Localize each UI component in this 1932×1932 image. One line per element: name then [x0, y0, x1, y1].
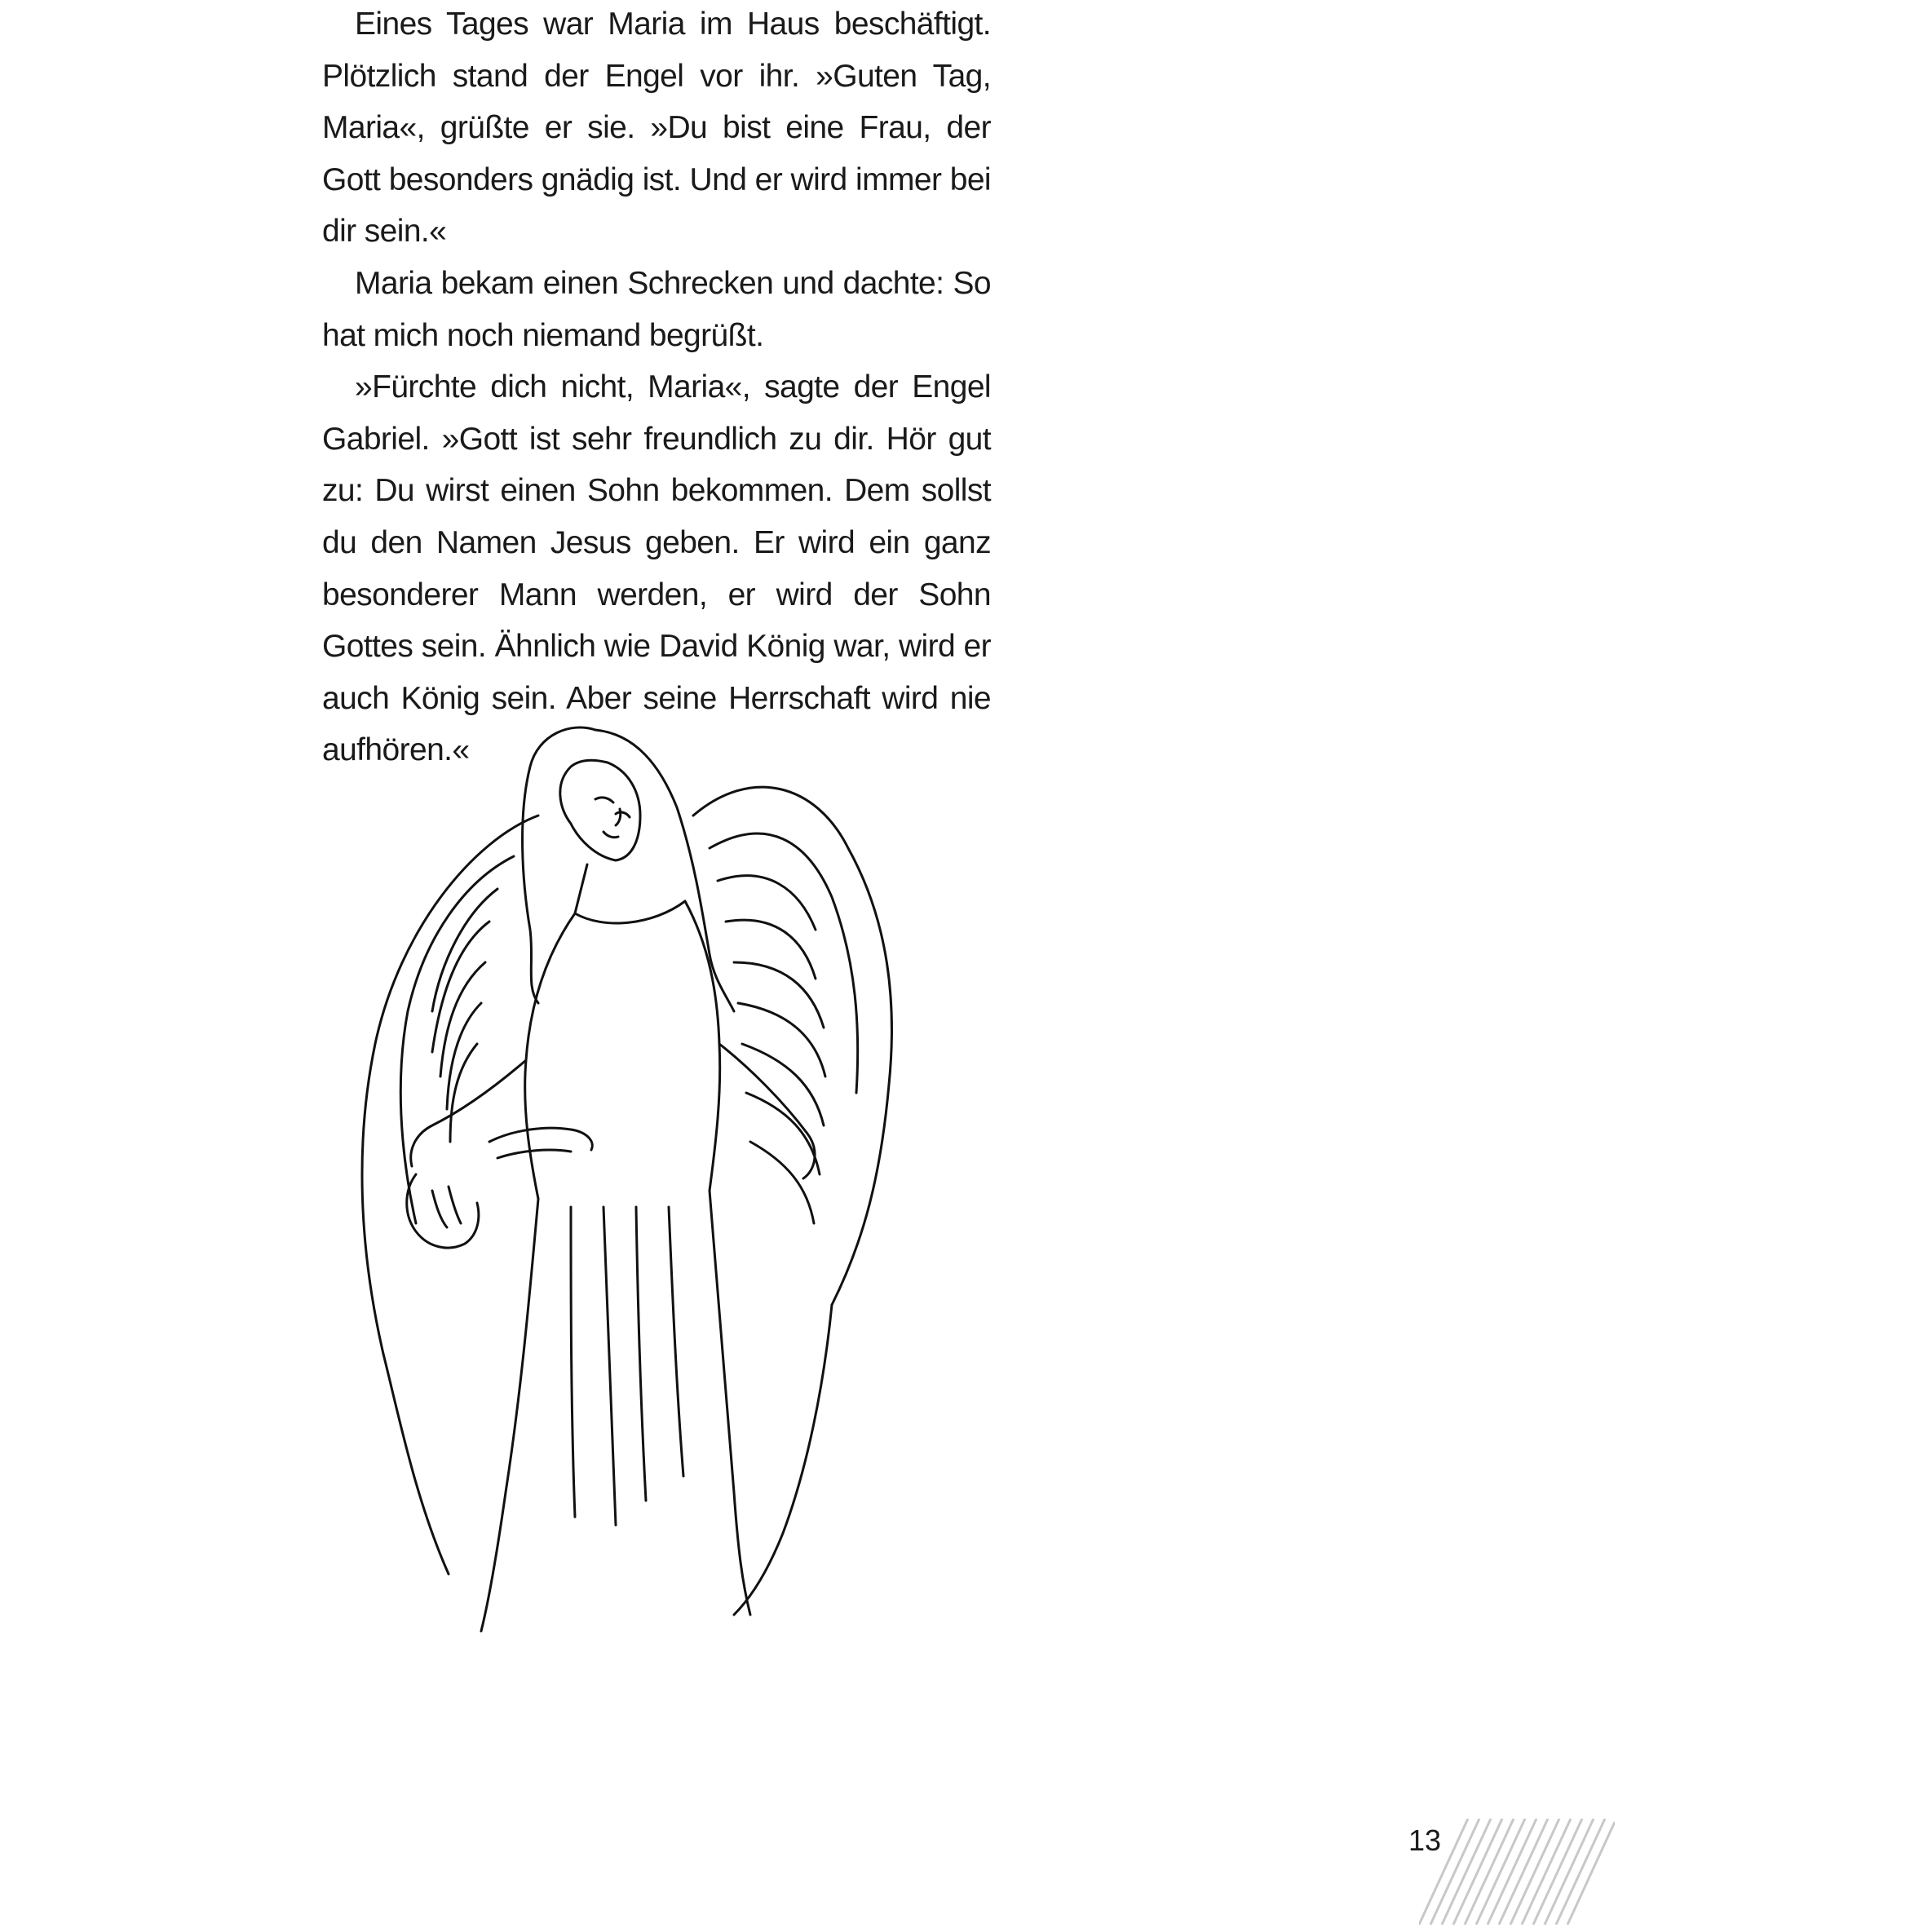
paragraph-2: Maria bekam einen Schrecken und dachte: So hat mich noch niemand begrüßt.: [322, 265, 991, 353]
story-text: [322, 0, 991, 776]
angel-line-drawing: [326, 718, 1068, 1778]
angel-illustration: [326, 718, 1068, 1778]
hatch-decoration: [1419, 1819, 1615, 1925]
paragraph-3: »Fürchte dich nicht, Maria«, sagte der Engel Gabriel. »Gott ist sehr freundlich zu dir. Hör gut zu: Du wirst einen Sohn bekommen. Dem sollst du den Namen Jesus geben. Er wird ein ganz besonderer Mann werden, er wird der Sohn Gottes sein. Ähnlich wie David König war, wird er auch König sein. Aber seine Herrschaft wird nie aufhören.«: [322, 369, 991, 768]
paragraph-1: Eines Tages war Maria im Haus beschäftigt. Plötzlich stand der Engel vor ihr. »Guten Tag, Maria«, grüßte er sie. »Du bist eine Frau, der Gott besonders gnädig ist. Und er wird immer bei dir sein.«: [322, 7, 991, 250]
page-number: 13: [1408, 1824, 1442, 1857]
